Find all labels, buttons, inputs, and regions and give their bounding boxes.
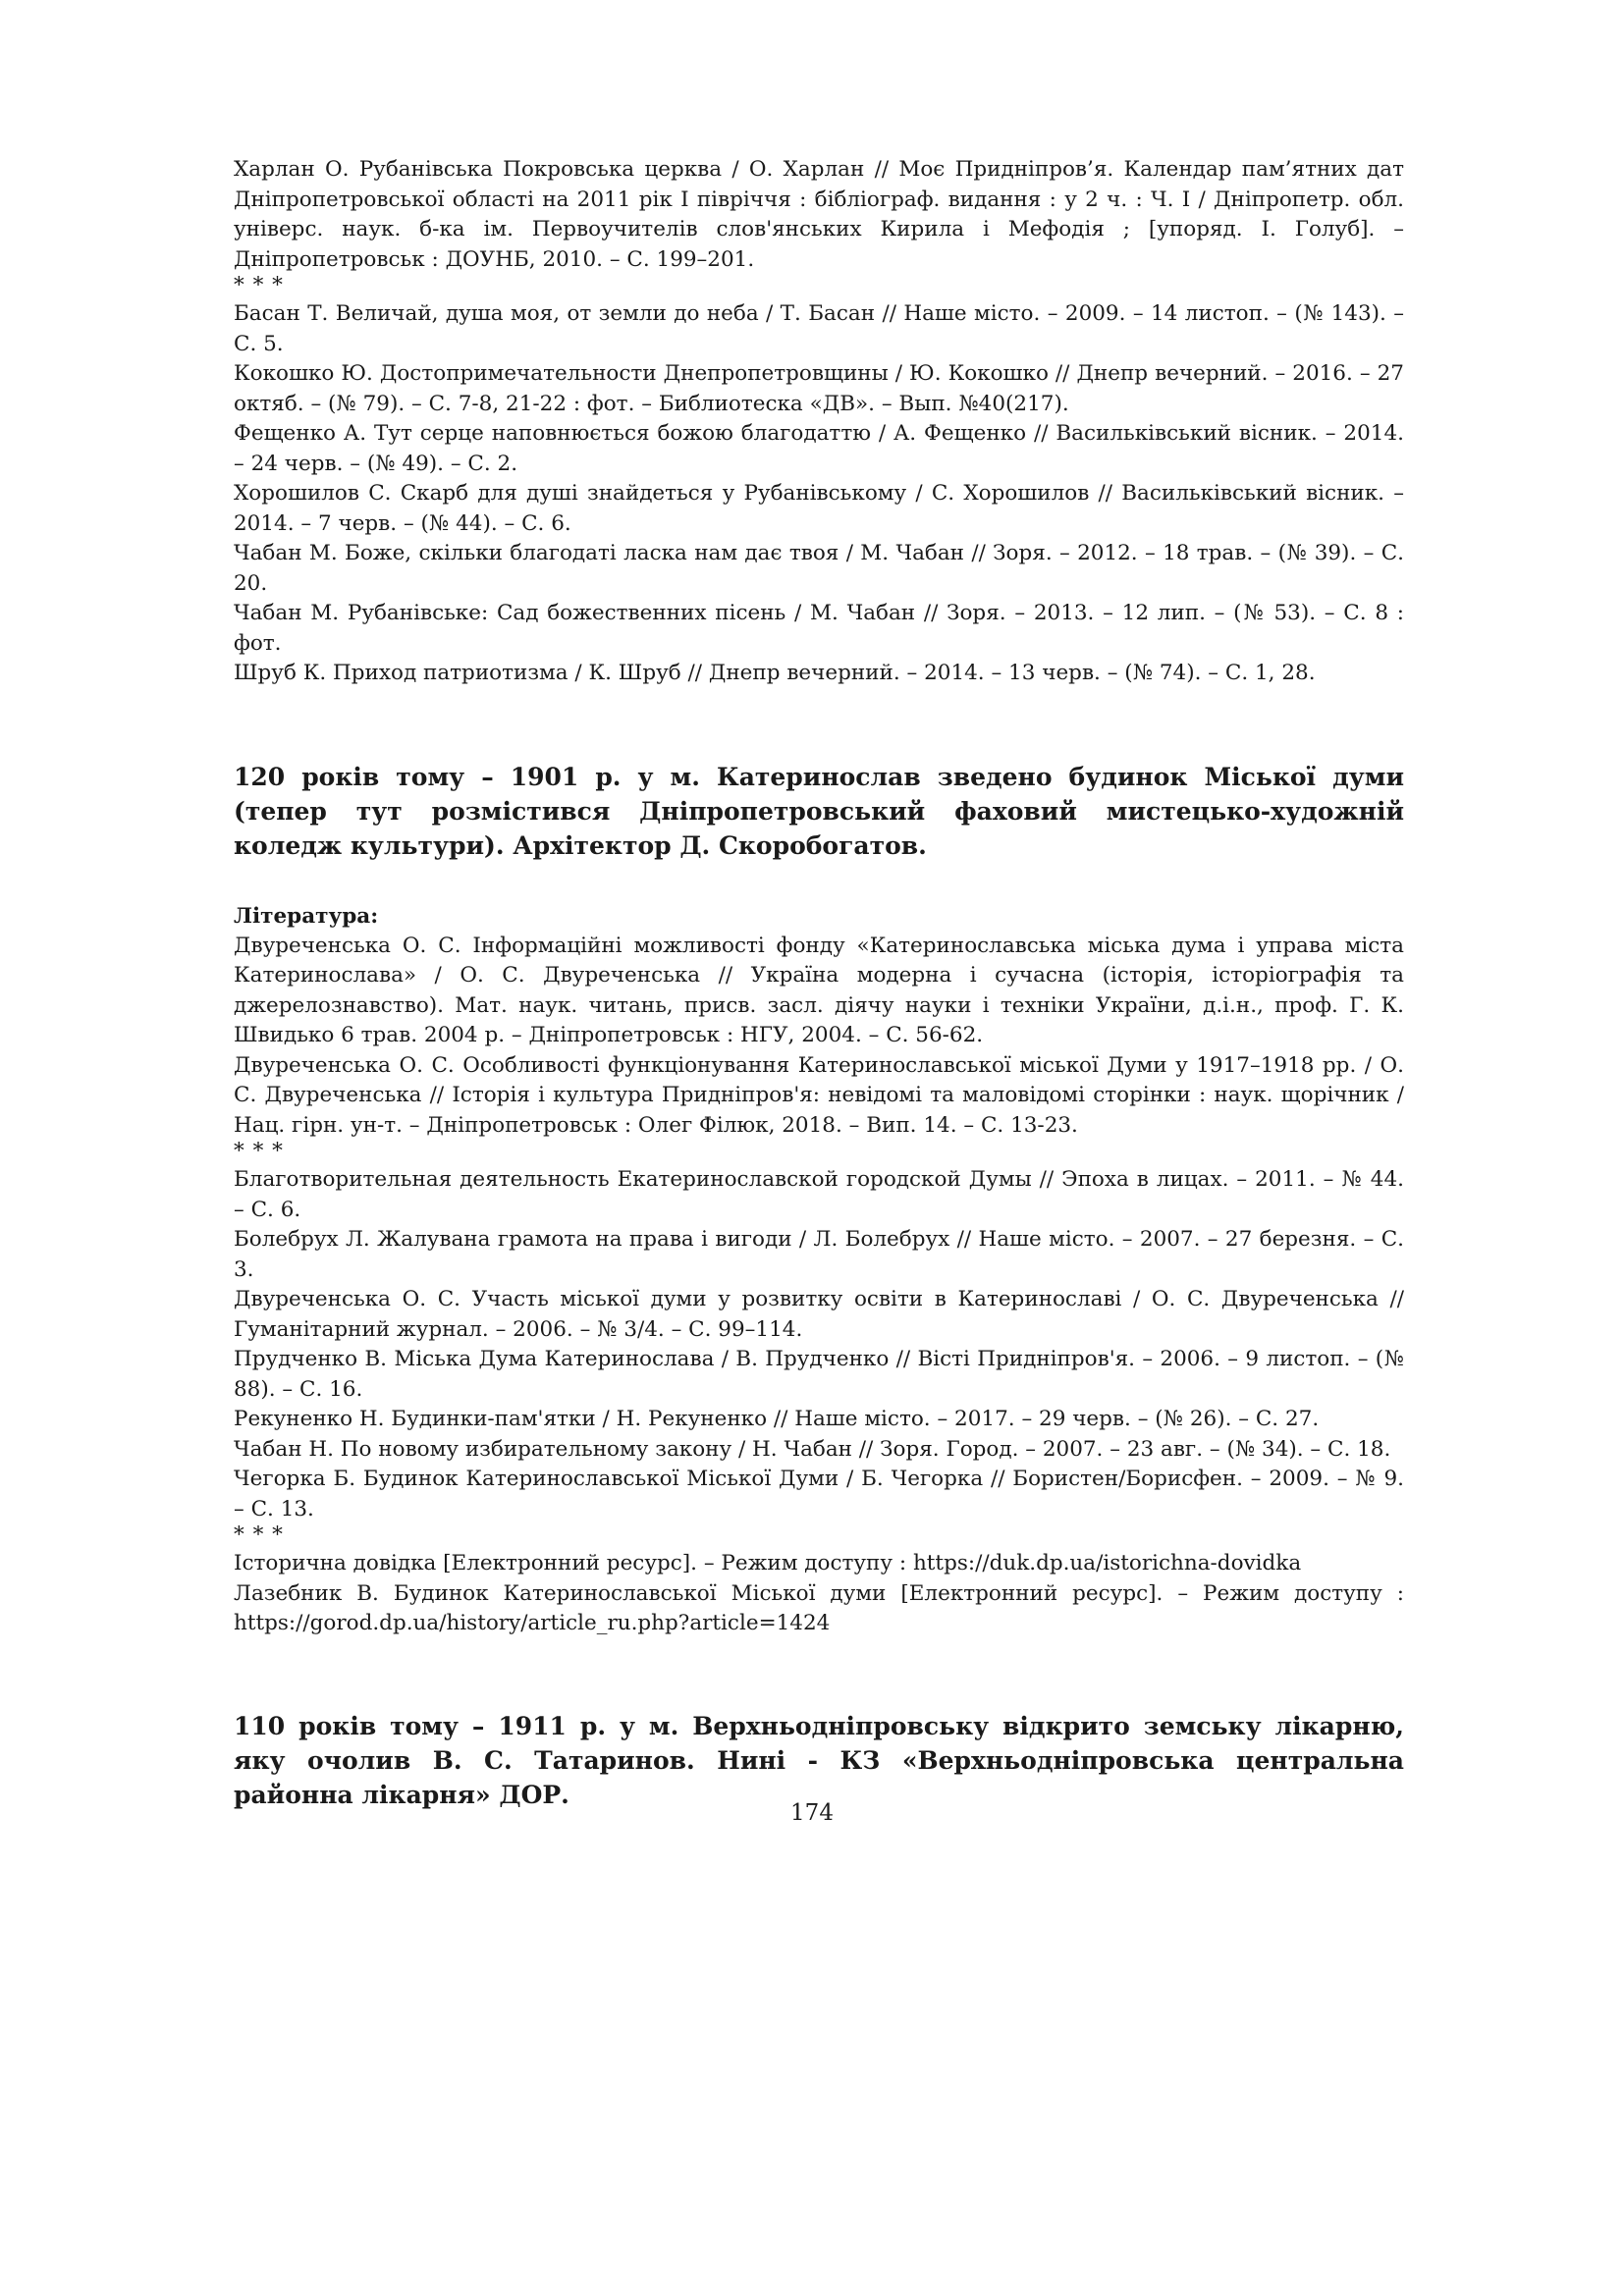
bibliography-entry: Чабан М. Рубанівське: Сад божественних пісень / М. Чабан // Зоря. – 2013. – 12 лип. – (№ 53). – С. 8 : фот.	[234, 601, 1404, 656]
bibliography-entry: Прудченко В. Міська Дума Катеринослава / В. Прудченко // Вісті Придніпров'я. – 2006. – 9 листоп. – (№ 88). – С. 16.	[234, 1347, 1404, 1402]
group-separator: * * *	[234, 1139, 284, 1163]
bibliography-entry: Чабан М. Боже, скільки благодаті ласка нам дає твоя / М. Чабан // Зоря. – 2012. – 18 трав. – (№ 39). – С. 20.	[234, 541, 1404, 596]
document-page	[234, 155, 1404, 1812]
bibliography-entry: Кокошко Ю. Достопримечательности Днепропетровщины / Ю. Кокошко // Днепр вечерний. – 2016. – 27 октяб. – (№ 79). – С. 7-8, 21-22 : фот. – Библиотеска «ДВ». – Вып. №40(217).	[234, 361, 1404, 416]
bibliography-entry: Фещенко А. Тут серце наповнюється божою благодаттю / А. Фещенко // Васильківський вісник. – 2014. – 24 черв. – (№ 49). – С. 2.	[234, 421, 1404, 476]
section-heading-city-duma: 120 років тому – 1901 р. у м. Катеринослав зведено будинок Міської думи (тепер тут розмістився Дніпропетровський фаховий мистецько-художній коледж культури). Архітектор Д. Скоробогатов.	[234, 762, 1404, 860]
bibliography-entry: Історична довідка [Електронний ресурс]. – Режим доступу : https://duk.dp.ua/istorichna-dovidka	[234, 1551, 1302, 1575]
page-number: 174	[790, 1800, 834, 1826]
section-rubanivska-church-bibliography	[234, 155, 1404, 689]
section-city-duma-bibliography	[234, 902, 1404, 1639]
bibliography-entry: Хорошилов С. Скарб для душі знайдеться у Рубанівському / С. Хорошилов // Васильківський вісник. – 2014. – 7 черв. – (№ 44). – С. 6.	[234, 481, 1404, 536]
group-separator: * * *	[234, 1522, 284, 1547]
section-heading-verkhnodniprovsk-hospital: 110 років тому – 1911 р. у м. Верхньодніпровську відкрито земську лікарню, яку очолив В. С. Татаринов. Нині - КЗ «Верхньодніпровська центральна районна лікарня» ДОР.	[234, 1711, 1404, 1809]
bibliography-entry: Шруб К. Приход патриотизма / К. Шруб // Днепр вечерний. – 2014. – 13 черв. – (№ 74). – С. 1, 28.	[234, 661, 1316, 685]
group-separator: * * *	[234, 273, 284, 297]
bibliography-entry: Чабан Н. По новому избирательному закону / Н. Чабан // Зоря. Город. – 2007. – 23 авг. – (№ 34). – С. 18.	[234, 1436, 1391, 1462]
bibliography-entry: Двуреченська О. С. Інформаційні можливості фонду «Катеринославська міська дума і управа міста Катеринослава» / О. С. Двуреченська // Україна модерна і сучасна (історія, історіографія та джерелознавство). Мат. наук. читань, присв. засл. діячу науки і техніки України, д.і.н., проф. Г. К. Швидько 6 трав. 2004 р. – Дніпропетровськ : НГУ, 2004. – С. 56-62.	[234, 933, 1404, 1047]
bibliography-entry: Лазебник В. Будинок Катеринославської Міської думи [Електронний ресурс]. – Режим доступу : https://gorod.dp.ua/history/article_ru.php?article=1424	[234, 1580, 1404, 1635]
bibliography-entry: Двуреченська О. С. Участь міської думи у розвитку освіти в Катеринославі / О. С. Двуреченська // Гуманітарний журнал. – 2006. – № 3/4. – С. 99–114.	[234, 1287, 1404, 1342]
bibliography-entry: Болебрух Л. Жалувана грамота на права і вигоди / Л. Болебрух // Наше місто. – 2007. – 27 березня. – С. 3.	[234, 1227, 1404, 1282]
bibliography-entry: Благотворительная деятельность Екатеринославской городской Думы // Эпоха в лицах. – 2011. – № 44. – С. 6.	[234, 1167, 1404, 1222]
bibliography-entry: Басан Т. Величай, душа моя, от земли до неба / Т. Басан // Наше місто. – 2009. – 14 листоп. – (№ 143). – С. 5.	[234, 301, 1404, 356]
literature-label: Література:	[234, 903, 379, 929]
bibliography-entry: Двуреченська О. С. Особливості функціонування Катеринославської міської Думи у 1917–1918 рр. / О. С. Двуреченська // Історія і культура Придніпров'я: невідомі та маловідомі сторінки : наук. щорічник / Нац. гірн. ун-т. – Дніпропетровськ : Олег Філюк, 2018. – Вип. 14. – С. 13-23.	[234, 1052, 1404, 1138]
bibliography-entry: Харлан О. Рубанівська Покровська церква / О. Харлан // Моє Придніпров’я. Календар пам’ятних дат Дніпропетровської області на 2011 рік І півріччя : бібліограф. видання : у 2 ч. : Ч. І / Дніпропетр. обл. універс. наук. б-ка ім. Первоучителів слов'янських Кирила і Мефодія ; [упоряд. І. Голуб]. – Дніпропетровськ : ДОУНБ, 2010. – С. 199–201.	[234, 157, 1404, 272]
bibliography-entry: Чегорка Б. Будинок Катеринославської Міської Думи / Б. Чегорка // Бористен/Борисфен. – 2009. – № 9. – С. 13.	[234, 1467, 1404, 1522]
bibliography-entry: Рекуненко Н. Будинки-пам'ятки / Н. Рекуненко // Наше місто. – 2017. – 29 черв. – (№ 26). – С. 27.	[234, 1407, 1320, 1431]
